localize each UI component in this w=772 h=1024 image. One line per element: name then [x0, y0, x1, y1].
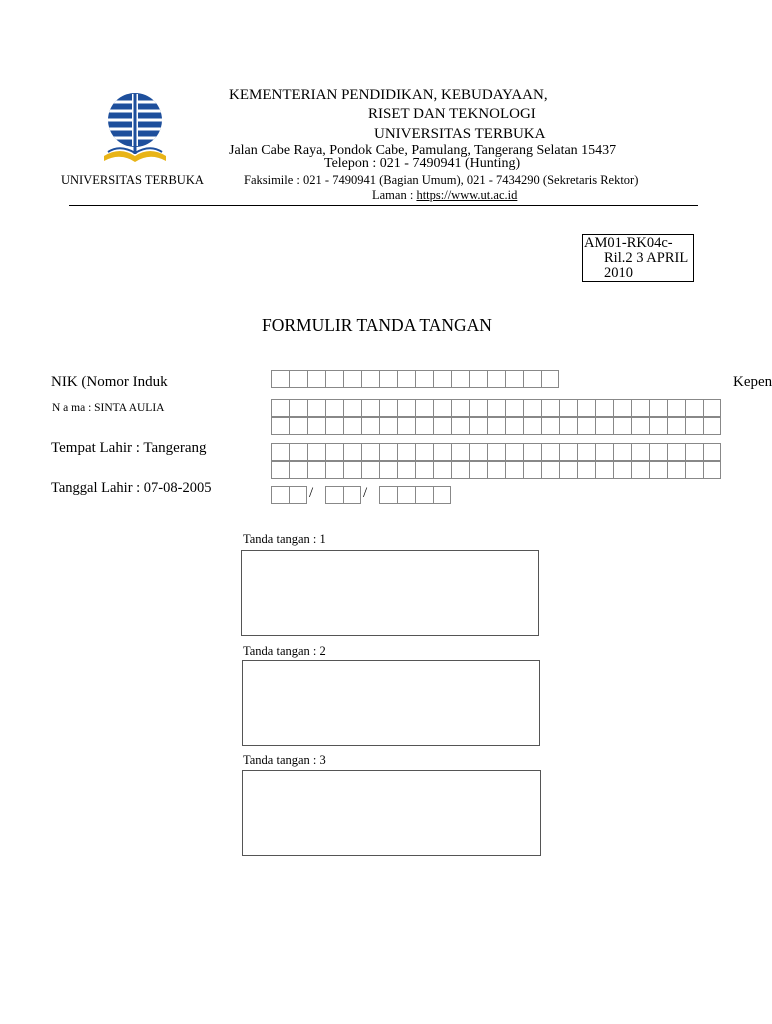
- form-title: FORMULIR TANDA TANGAN: [262, 315, 492, 335]
- char-box[interactable]: [271, 443, 289, 461]
- char-box[interactable]: [667, 417, 685, 435]
- char-box[interactable]: [325, 486, 343, 504]
- char-box[interactable]: [559, 417, 577, 435]
- char-box[interactable]: [577, 399, 595, 417]
- char-box[interactable]: [397, 370, 415, 388]
- signature-label-1: Tanda tangan : 1: [243, 532, 326, 546]
- char-box[interactable]: [415, 486, 433, 504]
- char-box[interactable]: [631, 443, 649, 461]
- char-box[interactable]: [307, 461, 325, 479]
- tempat-lahir-label: Tempat Lahir : Tangerang: [51, 440, 207, 456]
- char-box[interactable]: [307, 443, 325, 461]
- char-box[interactable]: [595, 417, 613, 435]
- char-box[interactable]: [361, 370, 379, 388]
- birth-month-input[interactable]: [325, 486, 361, 504]
- char-box[interactable]: [343, 486, 361, 504]
- char-box[interactable]: [595, 443, 613, 461]
- char-box[interactable]: [541, 461, 559, 479]
- signature-label-3: Tanda tangan : 3: [243, 753, 326, 767]
- char-box[interactable]: [703, 417, 721, 435]
- char-box[interactable]: [667, 399, 685, 417]
- char-box[interactable]: [397, 443, 415, 461]
- char-box[interactable]: [667, 461, 685, 479]
- char-box[interactable]: [397, 399, 415, 417]
- char-box[interactable]: [469, 417, 487, 435]
- char-box[interactable]: [541, 399, 559, 417]
- date-separator: /: [309, 485, 314, 501]
- char-box[interactable]: [559, 399, 577, 417]
- header-divider: [69, 205, 698, 206]
- char-box[interactable]: [289, 399, 307, 417]
- char-box[interactable]: [685, 443, 703, 461]
- char-box[interactable]: [343, 417, 361, 435]
- char-box[interactable]: [379, 461, 397, 479]
- char-box[interactable]: [397, 461, 415, 479]
- char-box[interactable]: [631, 461, 649, 479]
- fax-line: Faksimile : 021 - 7490941 (Bagian Umum), 021 - 7434290 (Sekretaris Rektor): [244, 173, 639, 187]
- birth-year-input[interactable]: [379, 486, 451, 504]
- char-box[interactable]: [595, 461, 613, 479]
- char-box[interactable]: [613, 399, 631, 417]
- char-box[interactable]: [289, 461, 307, 479]
- char-box[interactable]: [343, 370, 361, 388]
- doc-number-line-1: AM01-RK04c-: [584, 235, 673, 251]
- address-line: Jalan Cabe Raya, Pondok Cabe, Pamulang, Tangerang Selatan 15437: [229, 143, 617, 158]
- char-box[interactable]: [523, 443, 541, 461]
- char-box[interactable]: [631, 417, 649, 435]
- char-box[interactable]: [325, 417, 343, 435]
- nik-label-overflow: Kepen: [733, 374, 772, 390]
- char-box[interactable]: [343, 443, 361, 461]
- signature-box-3[interactable]: [242, 770, 541, 856]
- char-box[interactable]: [415, 417, 433, 435]
- char-box[interactable]: [667, 443, 685, 461]
- char-box[interactable]: [559, 443, 577, 461]
- char-box[interactable]: [487, 370, 505, 388]
- logo-caption: UNIVERSITAS TERBUKA: [61, 173, 204, 187]
- char-box[interactable]: [613, 443, 631, 461]
- char-box[interactable]: [505, 399, 523, 417]
- char-box[interactable]: [415, 461, 433, 479]
- char-box[interactable]: [559, 461, 577, 479]
- char-box[interactable]: [397, 417, 415, 435]
- ministry-line-1: KEMENTERIAN PENDIDIKAN, KEBUDAYAAN,: [229, 87, 548, 103]
- char-box[interactable]: [577, 443, 595, 461]
- website-link[interactable]: https://www.ut.ac.id: [416, 188, 518, 202]
- char-box[interactable]: [541, 370, 559, 388]
- char-box[interactable]: [487, 399, 505, 417]
- char-box[interactable]: [505, 461, 523, 479]
- char-box[interactable]: [451, 461, 469, 479]
- website-line: [372, 188, 517, 203]
- char-box[interactable]: [433, 486, 451, 504]
- char-box[interactable]: [307, 370, 325, 388]
- char-box[interactable]: [487, 417, 505, 435]
- char-box[interactable]: [433, 399, 451, 417]
- char-box[interactable]: [415, 443, 433, 461]
- char-box[interactable]: [469, 461, 487, 479]
- char-box[interactable]: [361, 461, 379, 479]
- char-box[interactable]: [307, 399, 325, 417]
- char-box[interactable]: [703, 461, 721, 479]
- char-box[interactable]: [289, 443, 307, 461]
- char-box[interactable]: [541, 443, 559, 461]
- char-box[interactable]: [271, 399, 289, 417]
- doc-number-line-2: Ril.2 3 APRIL: [604, 250, 689, 266]
- char-box[interactable]: [379, 486, 397, 504]
- char-box[interactable]: [613, 417, 631, 435]
- char-box[interactable]: [271, 417, 289, 435]
- char-box[interactable]: [451, 370, 469, 388]
- tanggal-lahir-label: Tanggal Lahir : 07-08-2005: [51, 480, 212, 496]
- char-box[interactable]: [325, 443, 343, 461]
- signature-label-2: Tanda tangan : 2: [243, 644, 326, 658]
- char-box[interactable]: [325, 399, 343, 417]
- char-box[interactable]: [361, 417, 379, 435]
- char-box[interactable]: [271, 370, 289, 388]
- char-box[interactable]: [685, 399, 703, 417]
- telephone-line: Telepon : 021 - 7490941 (Hunting): [324, 156, 521, 171]
- tempat-lahir-input-grid-row-1[interactable]: [271, 443, 721, 461]
- char-box[interactable]: [469, 370, 487, 388]
- birth-day-input[interactable]: [271, 486, 307, 504]
- university-name: UNIVERSITAS TERBUKA: [374, 126, 546, 142]
- char-box[interactable]: [289, 417, 307, 435]
- char-box[interactable]: [433, 461, 451, 479]
- char-box[interactable]: [469, 443, 487, 461]
- char-box[interactable]: [451, 399, 469, 417]
- char-box[interactable]: [289, 486, 307, 504]
- nik-label: NIK (Nomor Induk: [51, 374, 168, 390]
- char-box[interactable]: [505, 443, 523, 461]
- char-box[interactable]: [487, 461, 505, 479]
- char-box[interactable]: [703, 399, 721, 417]
- char-box[interactable]: [379, 370, 397, 388]
- char-box[interactable]: [505, 370, 523, 388]
- char-box[interactable]: [271, 461, 289, 479]
- char-box[interactable]: [703, 443, 721, 461]
- char-box[interactable]: [433, 417, 451, 435]
- char-box[interactable]: [325, 461, 343, 479]
- char-box[interactable]: [487, 443, 505, 461]
- char-box[interactable]: [541, 417, 559, 435]
- char-box[interactable]: [343, 461, 361, 479]
- universitas-terbuka-logo: [100, 90, 170, 166]
- char-box[interactable]: [649, 461, 667, 479]
- char-box[interactable]: [649, 443, 667, 461]
- nama-input-grid-row-2[interactable]: [271, 417, 721, 435]
- char-box[interactable]: [649, 399, 667, 417]
- nama-label: N a ma : SINTA AULIA: [52, 402, 165, 414]
- char-box[interactable]: [325, 370, 343, 388]
- char-box[interactable]: [289, 370, 307, 388]
- char-box[interactable]: [613, 461, 631, 479]
- char-box[interactable]: [379, 399, 397, 417]
- char-box[interactable]: [523, 461, 541, 479]
- char-box[interactable]: [415, 399, 433, 417]
- char-box[interactable]: [577, 417, 595, 435]
- tempat-lahir-input-grid-row-2[interactable]: [271, 461, 721, 479]
- char-box[interactable]: [649, 417, 667, 435]
- nama-input-grid-row-1[interactable]: [271, 399, 721, 417]
- char-box[interactable]: [523, 417, 541, 435]
- char-box[interactable]: [505, 417, 523, 435]
- char-box[interactable]: [577, 461, 595, 479]
- char-box[interactable]: [343, 399, 361, 417]
- char-box[interactable]: [361, 399, 379, 417]
- char-box[interactable]: [523, 370, 541, 388]
- char-box[interactable]: [271, 486, 289, 504]
- doc-number-line-3: 2010: [604, 265, 633, 281]
- char-box[interactable]: [523, 399, 541, 417]
- char-box[interactable]: [685, 417, 703, 435]
- document-number-box: [582, 234, 694, 282]
- char-box[interactable]: [397, 486, 415, 504]
- char-box[interactable]: [433, 443, 451, 461]
- ministry-line-2: RISET DAN TEKNOLOGI: [368, 106, 536, 122]
- char-box[interactable]: [451, 443, 469, 461]
- char-box[interactable]: [451, 417, 469, 435]
- char-box[interactable]: [433, 370, 451, 388]
- signature-box-1[interactable]: [241, 550, 539, 636]
- char-box[interactable]: [595, 399, 613, 417]
- website-prefix: Laman :: [372, 188, 417, 202]
- nik-input-grid[interactable]: [271, 370, 559, 388]
- signature-box-2[interactable]: [242, 660, 540, 746]
- char-box[interactable]: [307, 417, 325, 435]
- char-box[interactable]: [469, 399, 487, 417]
- char-box[interactable]: [415, 370, 433, 388]
- char-box[interactable]: [631, 399, 649, 417]
- char-box[interactable]: [379, 443, 397, 461]
- date-separator: /: [363, 485, 368, 501]
- char-box[interactable]: [379, 417, 397, 435]
- char-box[interactable]: [685, 461, 703, 479]
- char-box[interactable]: [361, 443, 379, 461]
